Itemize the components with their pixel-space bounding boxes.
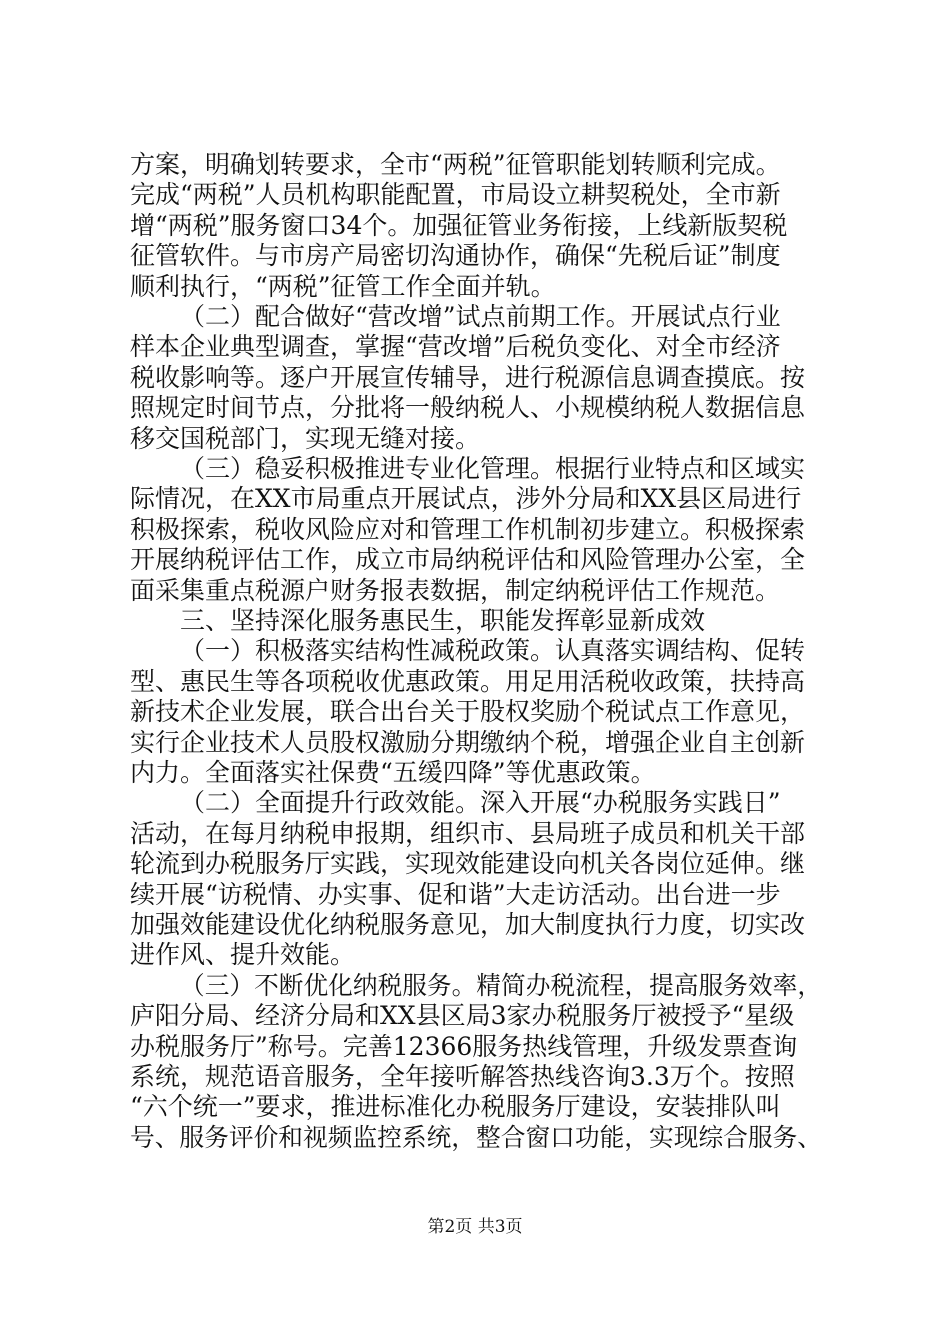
text-line: 加强效能建设优化纳税服务意见，加大制度执行力度，切实改	[130, 910, 806, 939]
text-line: （三）稳妥积极推进专业化管理。根据行业特点和区域实	[180, 454, 806, 483]
text-line: 进作风、提升效能。	[130, 940, 356, 970]
text-line: 际情况，在XX市局重点开展试点，涉外分局和XX县区局进行	[130, 484, 802, 514]
text-line: 开展纳税评估工作，成立市局纳税评估和风险管理办公室，全	[130, 545, 806, 575]
text-line: （一）积极落实结构性减税政策。认真落实调结构、促转	[180, 636, 806, 666]
text-line: 照规定时间节点，分批将一般纳税人、小规模纳税人数据信息	[130, 393, 806, 423]
text-line: 三、坚持深化服务惠民生，职能发挥彰显新成效	[180, 606, 706, 635]
text-line: 庐阳分局、经济分局和XX县区局3家办税服务厅被授予“星级	[130, 1001, 795, 1031]
text-line: 实行企业技术人员股权激励分期缴纳个税，增强企业自主创新	[130, 727, 806, 757]
text-line: 新技术企业发展，联合出台关于股权奖励个税试点工作意见，	[130, 697, 806, 727]
text-line: 积极探索，税收风险应对和管理工作机制初步建立。积极探索	[130, 514, 806, 544]
page-footer: 第2页 共3页	[427, 1217, 523, 1237]
text-line: 内力。全面落实社保费“五缓四降”等优惠政策。	[130, 758, 656, 787]
text-line: 办税服务厅”称号。完善12366服务热线管理，升级发票查询	[130, 1031, 798, 1061]
text-line: 征管软件。与市房产局密切沟通协作，确保“先税后证”制度	[130, 241, 781, 271]
text-line: 续开展“访税情、办实事、促和谐”大走访活动。出台进一步	[130, 879, 781, 909]
text-line: 移交国税部门，实现无缝对接。	[130, 423, 481, 453]
text-line: 方案，明确划转要求，全市“两税”征管职能划转顺利完成。	[130, 150, 781, 179]
text-line: （二）配合做好“营改增”试点前期工作。开展试点行业	[180, 302, 781, 331]
text-line: 顺利执行，“两税”征管工作全面并轨。	[130, 271, 556, 301]
text-line: 系统，规范语音服务，全年接听解答热线咨询3.3万个。按照	[130, 1062, 795, 1091]
text-line: 税收影响等。逐户开展宣传辅导，进行税源信息调查摸底。按	[130, 362, 806, 392]
text-line: 号、服务评价和视频监控系统，整合窗口功能，实现综合服务、	[130, 1122, 823, 1152]
text-line: 面采集重点税源户财务报表数据，制定纳税评估工作规范。	[130, 575, 781, 605]
text-line: 型、惠民生等各项税收优惠政策。用足用活税收政策，扶持高	[130, 666, 806, 696]
text-line: 活动，在每月纳税申报期，组织市、县局班子成员和机关干部	[130, 818, 806, 848]
text-line: 完成“两税”人员机构职能配置，市局设立耕契税处，全市新	[130, 180, 781, 210]
text-line: 样本企业典型调查，掌握“营改增”后税负变化、对全市经济	[130, 332, 781, 362]
text-line: （三）不断优化纳税服务。精简办税流程，提高服务效率，	[180, 970, 823, 1000]
text-line: （二）全面提升行政效能。深入开展“办税服务实践日”	[180, 788, 781, 818]
text-line: 增“两税”服务窗口34个。加强征管业务衔接，上线新版契税	[130, 210, 788, 240]
text-line: “六个统一”要求，推进标准化办税服务厅建设，安装排队叫	[130, 1092, 781, 1122]
text-line: 轮流到办税服务厅实践，实现效能建设向机关各岗位延伸。继	[130, 849, 806, 879]
